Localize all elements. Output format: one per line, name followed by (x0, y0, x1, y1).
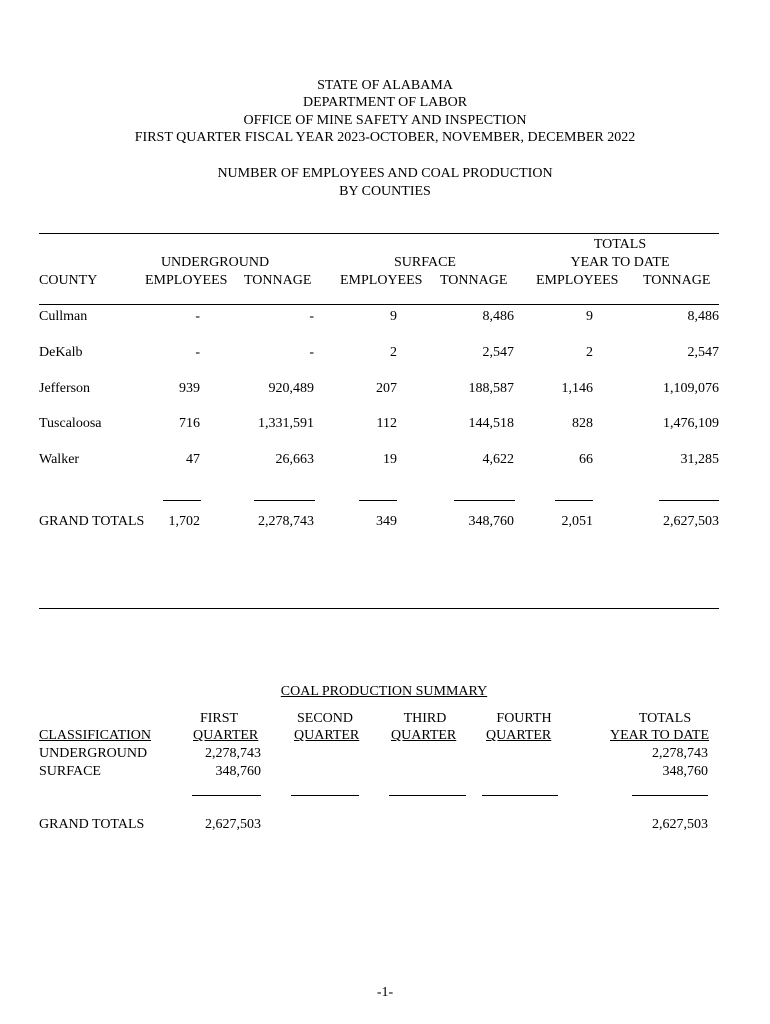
page-number: -1- (376, 985, 394, 1000)
grand-totals-tot-tonnage: 2,627,503 (663, 514, 719, 529)
col-header-sf-tonnage: TONNAGE (440, 273, 508, 288)
col-header-year-to-date: YEAR TO DATE (570, 255, 670, 270)
summary-col-totals-top: TOTALS (638, 711, 692, 726)
row-cullman-ug-employees: - (195, 309, 200, 324)
grand-totals-ug-employees: 1,702 (168, 514, 200, 529)
row-cullman-tot-tonnage: 8,486 (687, 309, 719, 324)
summary-col-first-bottom: QUARTER (193, 728, 259, 743)
grand-totals-tot-employees: 2,051 (561, 514, 593, 529)
col-header-surface: SURFACE (394, 255, 456, 270)
sum-rule-tot-employees (555, 500, 593, 501)
row-cullman-county: Cullman (39, 309, 88, 324)
grand-totals-label: GRAND TOTALS (39, 514, 145, 529)
sum-rule-sf-tonnage (454, 500, 515, 501)
col-header-tot-employees: EMPLOYEES (536, 273, 619, 288)
row-dekalb-sf-tonnage: 2,547 (482, 345, 514, 360)
row-jefferson-ug-employees: 939 (179, 381, 200, 396)
header-subtitle: NUMBER OF EMPLOYEES AND COAL PRODUCTION (217, 166, 553, 181)
sum-rule-tot-tonnage (659, 500, 719, 501)
header-line-department: DEPARTMENT OF LABOR (302, 95, 468, 110)
col-header-county: COUNTY (39, 273, 98, 288)
summary-col-second-top: SECOND (296, 711, 353, 726)
row-dekalb-county: DeKalb (39, 345, 83, 360)
col-header-totals: TOTALS (593, 237, 647, 252)
header-subtitle-counties: BY COUNTIES (339, 183, 431, 199)
summary-row-surface-first: 348,760 (215, 764, 261, 779)
row-jefferson-tot-employees: 1,146 (561, 381, 593, 396)
summary-grand-totals-first: 2,627,503 (205, 817, 261, 832)
summary-sum-rule-fourth (482, 795, 558, 796)
summary-col-third-top: THIRD (403, 711, 447, 726)
row-tuscaloosa-ug-tonnage: 1,331,591 (258, 416, 314, 431)
row-walker-tot-tonnage: 31,285 (680, 452, 719, 467)
grand-totals-sf-tonnage: 348,760 (468, 514, 514, 529)
row-jefferson-tot-tonnage: 1,109,076 (663, 381, 719, 396)
col-header-tot-tonnage: TONNAGE (643, 273, 711, 288)
summary-row-surface-total: 348,760 (662, 764, 708, 779)
table-header-rule (39, 304, 719, 305)
sum-rule-ug-employees (163, 500, 201, 501)
row-walker-ug-employees: 47 (186, 452, 200, 467)
table-top-rule (39, 233, 719, 234)
grand-totals-ug-tonnage: 2,278,743 (258, 514, 314, 529)
row-tuscaloosa-sf-employees: 112 (376, 416, 397, 431)
header-line-state: STATE OF ALABAMA (317, 78, 453, 93)
row-cullman-ug-tonnage: - (309, 309, 314, 324)
row-tuscaloosa-county: Tuscaloosa (39, 416, 102, 431)
row-jefferson-sf-employees: 207 (376, 381, 397, 396)
row-dekalb-tot-employees: 2 (586, 345, 593, 360)
section-divider-rule (39, 608, 719, 609)
row-cullman-tot-employees: 9 (586, 309, 593, 324)
col-header-ug-tonnage: TONNAGE (244, 273, 312, 288)
summary-row-underground-label: UNDERGROUND (39, 746, 148, 761)
row-cullman-sf-tonnage: 8,486 (482, 309, 514, 324)
summary-col-fourth-top: FOURTH (496, 711, 552, 726)
summary-grand-totals-total: 2,627,503 (652, 817, 708, 832)
row-dekalb-ug-tonnage: - (309, 345, 314, 360)
sum-rule-sf-employees (359, 500, 397, 501)
summary-sum-rule-second (291, 795, 359, 796)
row-dekalb-tot-tonnage: 2,547 (687, 345, 719, 360)
summary-grand-totals-label: GRAND TOTALS (39, 817, 145, 832)
grand-totals-sf-employees: 349 (376, 514, 397, 529)
summary-col-fourth-bottom: QUARTER (486, 728, 552, 743)
summary-col-second-bottom: QUARTER (294, 728, 360, 743)
row-walker-sf-employees: 19 (383, 452, 397, 467)
summary-col-totals-bottom: YEAR TO DATE (610, 728, 710, 743)
header-line-period: FIRST QUARTER FISCAL YEAR 2023-OCTOBER, NOVEMBER, DECEMBER 2022 (134, 130, 636, 145)
sum-rule-ug-tonnage (254, 500, 315, 501)
row-tuscaloosa-tot-tonnage: 1,476,109 (663, 416, 719, 431)
summary-row-underground-first: 2,278,743 (205, 746, 261, 761)
summary-sum-rule-totals (632, 795, 708, 796)
summary-col-classification: CLASSIFICATION (39, 728, 152, 743)
row-jefferson-sf-tonnage: 188,587 (468, 381, 514, 396)
col-header-sf-employees: EMPLOYEES (340, 273, 423, 288)
row-jefferson-ug-tonnage: 920,489 (268, 381, 314, 396)
col-header-ug-employees: EMPLOYEES (145, 273, 228, 288)
row-walker-county: Walker (39, 452, 80, 467)
row-jefferson-county: Jefferson (39, 381, 91, 396)
row-tuscaloosa-tot-employees: 828 (572, 416, 593, 431)
row-tuscaloosa-sf-tonnage: 144,518 (468, 416, 514, 431)
row-cullman-sf-employees: 9 (390, 309, 397, 324)
row-walker-sf-tonnage: 4,622 (482, 452, 514, 467)
row-walker-tot-employees: 66 (579, 452, 593, 467)
row-tuscaloosa-ug-employees: 716 (179, 416, 200, 431)
summary-sum-rule-third (389, 795, 466, 796)
summary-col-first-top: FIRST (199, 711, 239, 726)
row-walker-ug-tonnage: 26,663 (275, 452, 314, 467)
summary-row-surface-label: SURFACE (39, 764, 101, 779)
summary-title: COAL PRODUCTION SUMMARY (280, 684, 488, 699)
summary-sum-rule-first (192, 795, 261, 796)
col-header-underground: UNDERGROUND (160, 255, 270, 270)
row-dekalb-sf-employees: 2 (390, 345, 397, 360)
row-dekalb-ug-employees: - (195, 345, 200, 360)
header-line-office: OFFICE OF MINE SAFETY AND INSPECTION (243, 112, 527, 128)
summary-col-third-bottom: QUARTER (391, 728, 457, 743)
summary-row-underground-total: 2,278,743 (652, 746, 708, 761)
